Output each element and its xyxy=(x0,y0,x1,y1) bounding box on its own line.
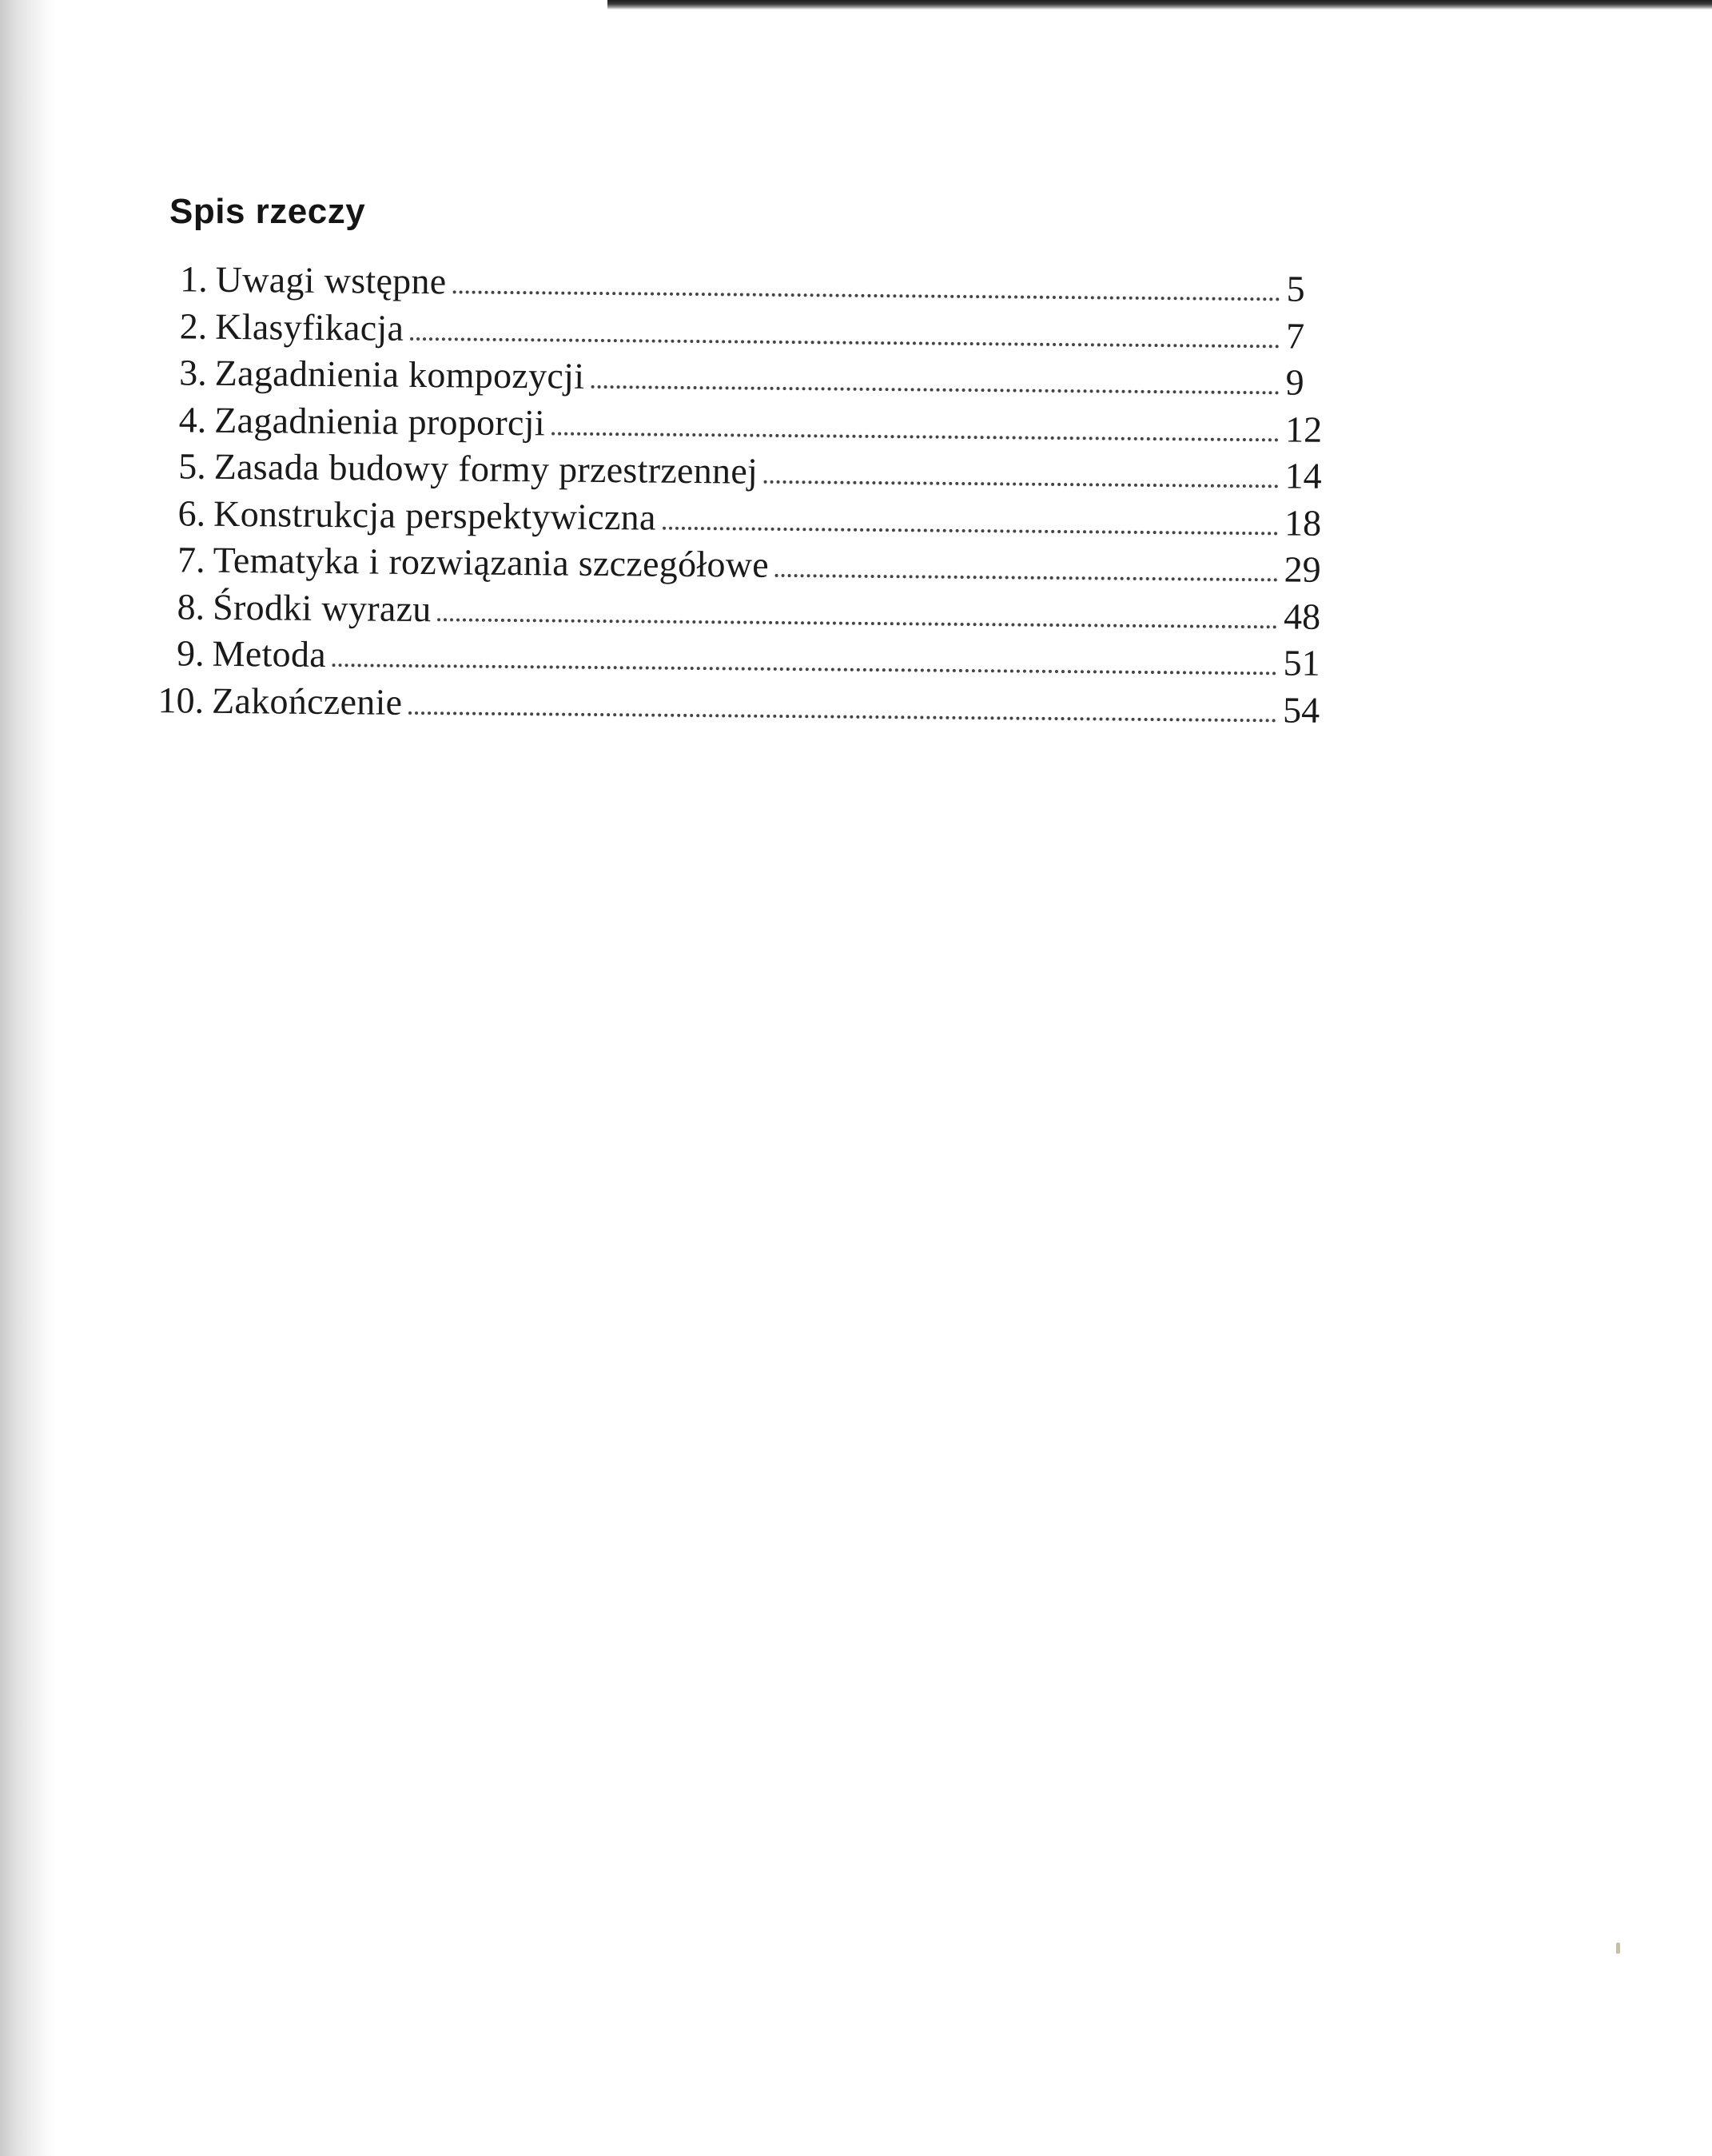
toc-entry-page: 18 xyxy=(1284,501,1322,544)
toc-entry-page: 9 xyxy=(1285,361,1304,403)
toc-entry-label: Uwagi wstępne xyxy=(215,258,447,302)
toc-entry-label: Metoda xyxy=(212,632,327,675)
toc-entry-label: Tematyka i rozwiązania szczegółowe xyxy=(213,539,770,585)
toc-entry-page: 14 xyxy=(1284,455,1322,496)
toc-entry-page: 51 xyxy=(1283,642,1320,683)
toc-entry-number: 5. xyxy=(177,445,206,487)
toc-entry-number: 4. xyxy=(178,398,207,440)
dot-leader xyxy=(551,432,1279,441)
toc-entry-number: 6. xyxy=(177,492,206,534)
toc-entry-number: 7. xyxy=(177,539,205,580)
toc-entry-number: 9. xyxy=(176,632,205,674)
toc-entry-label: Zasada budowy formy przestrzennej xyxy=(213,445,758,492)
toc-entry-number: 2. xyxy=(179,305,208,347)
toc-entry-page: 29 xyxy=(1284,548,1321,590)
dot-leader xyxy=(437,618,1277,628)
dot-leader xyxy=(591,385,1279,395)
toc-entry-label: Środki wyrazu xyxy=(212,586,432,629)
toc-entry-label: Klasyfikacja xyxy=(215,305,404,349)
dot-leader xyxy=(332,664,1277,675)
toc-entry-page: 7 xyxy=(1285,314,1305,357)
dot-leader xyxy=(663,526,1278,535)
toc-entry-page: 48 xyxy=(1283,595,1321,637)
toc-entry-label: Zagadnienia proporcji xyxy=(213,399,546,443)
toc-entry-page: 54 xyxy=(1282,688,1320,731)
toc-entry-label: Konstrukcja perspektywiczna xyxy=(213,492,656,538)
page-title: Spis rzeczy xyxy=(169,192,366,231)
toc-entry-page: 12 xyxy=(1284,408,1323,450)
toc-entry-label: Zakończenie xyxy=(211,679,403,723)
toc-entry-number: 10. xyxy=(157,679,205,721)
dot-leader xyxy=(775,574,1278,581)
dot-leader xyxy=(764,480,1279,488)
toc-entry-number: 1. xyxy=(180,258,208,300)
toc-entry-label: Zagadnienia kompozycji xyxy=(214,352,585,397)
dot-leader xyxy=(452,290,1280,301)
table-of-contents xyxy=(140,256,1343,734)
dot-leader xyxy=(408,711,1276,721)
toc-entry-number: 3. xyxy=(179,352,207,393)
toc-entry-10 xyxy=(140,676,1339,734)
toc-entry-number: 8. xyxy=(177,585,205,628)
paper-speck xyxy=(1616,1943,1620,1954)
toc-entry-page: 5 xyxy=(1286,268,1305,309)
scan-top-edge xyxy=(607,0,1712,10)
scan-binding-shadow xyxy=(0,0,56,2156)
dot-leader xyxy=(410,337,1280,347)
